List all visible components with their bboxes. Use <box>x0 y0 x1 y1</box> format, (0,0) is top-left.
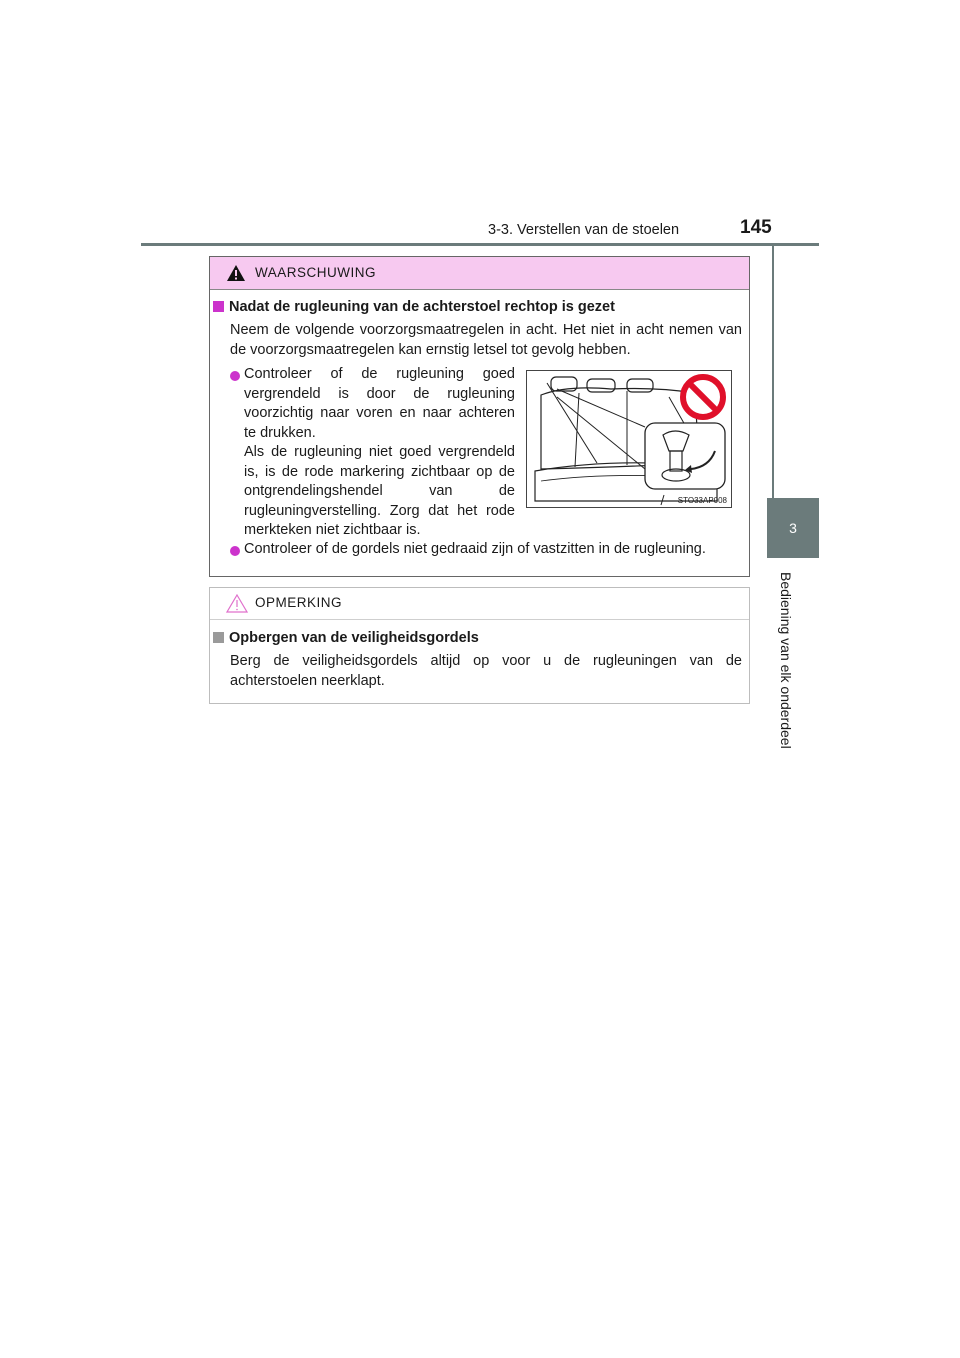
warning-header <box>210 257 749 290</box>
notice-subheading: Opbergen van de veiligheidsgordels <box>213 630 479 646</box>
warning-title: WAARSCHUWING <box>255 265 376 280</box>
notice-header <box>210 588 749 620</box>
warning-subheading: Nadat de rugleuning van de achterstoel rechtop is gezet <box>213 299 615 315</box>
warning-bullet-1: Controleer of de rugleuning goed vergrendeld is door de rugleuning voorzichtig naar voren en naar achteren te drukken. Als de rugleuning niet goed vergrendeld is, is de rode markering zichtbaar op de ontgrendelingshendel van de rugleuningverstelling. Zorg dat het rode merkteken niet zichtbaar is. <box>244 366 515 538</box>
notice-box <box>209 587 750 704</box>
header-rule <box>141 243 819 246</box>
warning-bullet-2: Controleer of de gordels niet gedraaid zijn of vastzitten in de rugleuning. <box>244 541 706 557</box>
seat-lock-lever-drawing <box>527 371 731 507</box>
figure-code: STO33AP008 <box>677 496 727 505</box>
caution-triangle-icon <box>226 594 248 613</box>
warning-triangle-icon <box>226 264 246 282</box>
chapter-tab <box>767 498 819 558</box>
page-number: 145 <box>740 217 772 238</box>
square-bullet-icon <box>213 301 224 312</box>
section-title: 3-3. Verstellen van de stoelen <box>488 222 680 238</box>
notice-text: Berg de veiligheidsgordels altijd op voor u de rugleuningen van de achterstoelen neerklapt. <box>230 653 742 689</box>
square-bullet-icon <box>213 632 224 643</box>
warning-box <box>209 256 750 577</box>
warning-intro: Neem de volgende voorzorgsmaatregelen in acht. Het niet in acht nemen van de voorzorgsmaatregelen kan ernstig letsel tot gevolg hebben. <box>230 322 742 358</box>
rear-seat-illustration <box>526 370 732 508</box>
chapter-title: Bediening van elk onderdeel <box>778 572 794 749</box>
chapter-number: 3 <box>789 520 797 536</box>
notice-title: OPMERKING <box>255 595 343 610</box>
bullet-dot-icon <box>230 546 240 556</box>
side-rule <box>772 246 774 498</box>
bullet-dot-icon <box>230 371 240 381</box>
